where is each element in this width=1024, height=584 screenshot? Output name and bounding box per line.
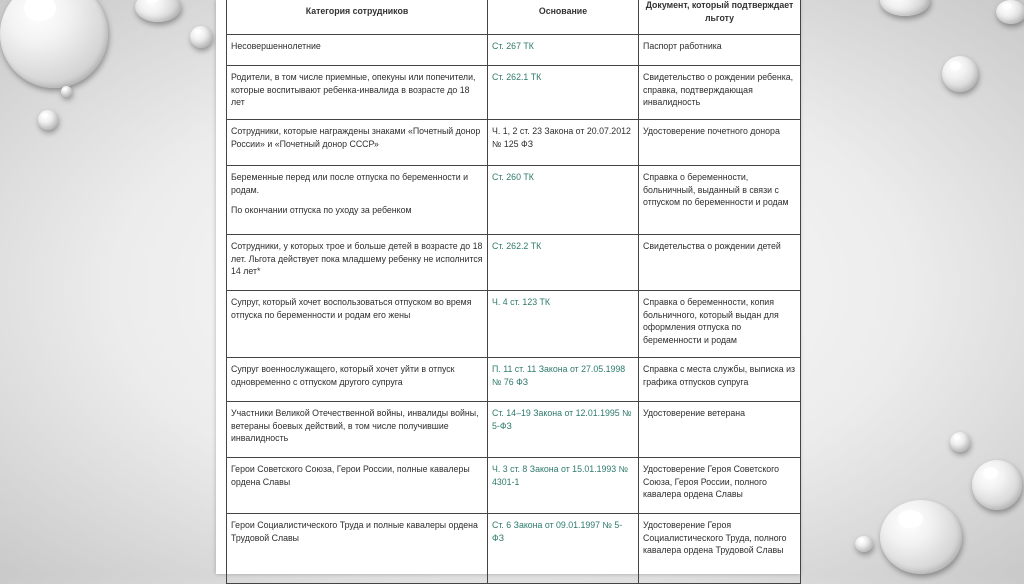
cell-category: Сотрудники, у которых трое и больше детей в возрасте до 18 лет. Льгота действует пока младшему ребенку не исполнится 14 лет* [227, 235, 488, 291]
header-document: Документ, который подтверждает льготу [639, 0, 801, 35]
cell-document: Справка о беременности, больничный, выданный в связи с отпуском по беременности и родам [639, 166, 801, 235]
cell-basis-link[interactable]: Ст. 14–19 Закона от 12.01.1995 № 5-ФЗ [488, 402, 639, 458]
header-category: Категория сотрудников [227, 0, 488, 35]
table-row [227, 35, 801, 66]
table-row [227, 66, 801, 120]
water-drop-decoration [972, 460, 1022, 510]
cell-document: Паспорт работника [639, 35, 801, 66]
cell-document: Удостоверение Героя Советского Союза, Героя России, полного кавалера ордена Славы [639, 458, 801, 514]
table-row [227, 291, 801, 358]
cell-category: Несовершеннолетние [227, 35, 488, 66]
cell-document: Свидетельство о рождении ребенка, справка, подтверждающая инвалидность [639, 66, 801, 120]
cell-category-text: Беременные перед или после отпуска по беременности и родам. [231, 172, 469, 195]
table-row [227, 514, 801, 584]
cell-basis-link[interactable]: Ст. 267 ТК [488, 35, 639, 66]
water-drop-decoration [996, 0, 1024, 24]
cell-basis: Ч. 1, 2 ст. 23 Закона от 20.07.2012 № 125 ФЗ [488, 120, 639, 166]
header-basis: Основание [488, 0, 639, 35]
cell-basis-link[interactable]: Ст. 6 Закона от 09.01.1997 № 5-ФЗ [488, 514, 639, 584]
water-drop-decoration [855, 536, 873, 552]
cell-category: Герои Советского Союза, Герои России, полные кавалеры ордена Славы [227, 458, 488, 514]
table-row [227, 120, 801, 166]
document-page [216, 0, 800, 574]
water-drop-decoration [880, 0, 930, 16]
table-row [227, 235, 801, 291]
cell-category: Сотрудники, которые награждены знаками «Почетный донор России» и «Почетный донор СССР» [227, 120, 488, 166]
table-row [227, 358, 801, 402]
water-drop-decoration [190, 26, 212, 48]
water-drop-decoration [61, 86, 72, 97]
table-row [227, 166, 801, 235]
cell-document: Удостоверение Героя Социалистического Труда, полного кавалера ордена Трудовой Славы [639, 514, 801, 584]
cell-basis-link[interactable]: Ст. 262.2 ТК [488, 235, 639, 291]
water-drop-decoration [135, 0, 181, 22]
water-drop-decoration [880, 500, 962, 574]
cell-category: Супруг военнослужащего, который хочет уйти в отпуск одновременно с отпуском другого супруга [227, 358, 488, 402]
benefits-table [226, 0, 801, 584]
cell-basis-link[interactable]: Ч. 3 ст. 8 Закона от 15.01.1993 № 4301-1 [488, 458, 639, 514]
water-drop-decoration [38, 110, 58, 130]
cell-category: Герои Социалистического Труда и полные кавалеры ордена Трудовой Славы [227, 514, 488, 584]
water-drop-decoration [942, 56, 978, 92]
cell-document: Удостоверение ветерана [639, 402, 801, 458]
cell-document: Свидетельства о рождении детей [639, 235, 801, 291]
cell-document: Справка с места службы, выписка из графика отпусков супруга [639, 358, 801, 402]
table-row [227, 458, 801, 514]
cell-category: Участники Великой Отечественной войны, инвалиды войны, ветераны боевых действий, в том числе получившие инвалидность [227, 402, 488, 458]
cell-document: Справка о беременности, копия больничного, который выдан для оформления отпуска по беременности и родам [639, 291, 801, 358]
cell-basis-link[interactable]: Ст. 262.1 ТК [488, 66, 639, 120]
water-drop-decoration [950, 432, 970, 452]
cell-basis-link[interactable]: Ст. 260 ТК [488, 166, 639, 235]
table-row [227, 402, 801, 458]
cell-basis-link[interactable]: П. 11 ст. 11 Закона от 27.05.1998 № 76 ФЗ [488, 358, 639, 402]
table-header-row [227, 0, 801, 35]
water-drop-decoration [0, 0, 108, 88]
cell-category [227, 166, 488, 235]
cell-basis-link[interactable]: Ч. 4 ст. 123 ТК [488, 291, 639, 358]
cell-document: Удостоверение почетного донора [639, 120, 801, 166]
cell-category-note: По окончании отпуска по уходу за ребенком [231, 205, 412, 216]
cell-category: Родители, в том числе приемные, опекуны или попечители, которые воспитывают ребенка-инвалида в возрасте до 18 лет [227, 66, 488, 120]
cell-category: Супруг, который хочет воспользоваться отпуском во время отпуска по беременности и родам его жены [227, 291, 488, 358]
